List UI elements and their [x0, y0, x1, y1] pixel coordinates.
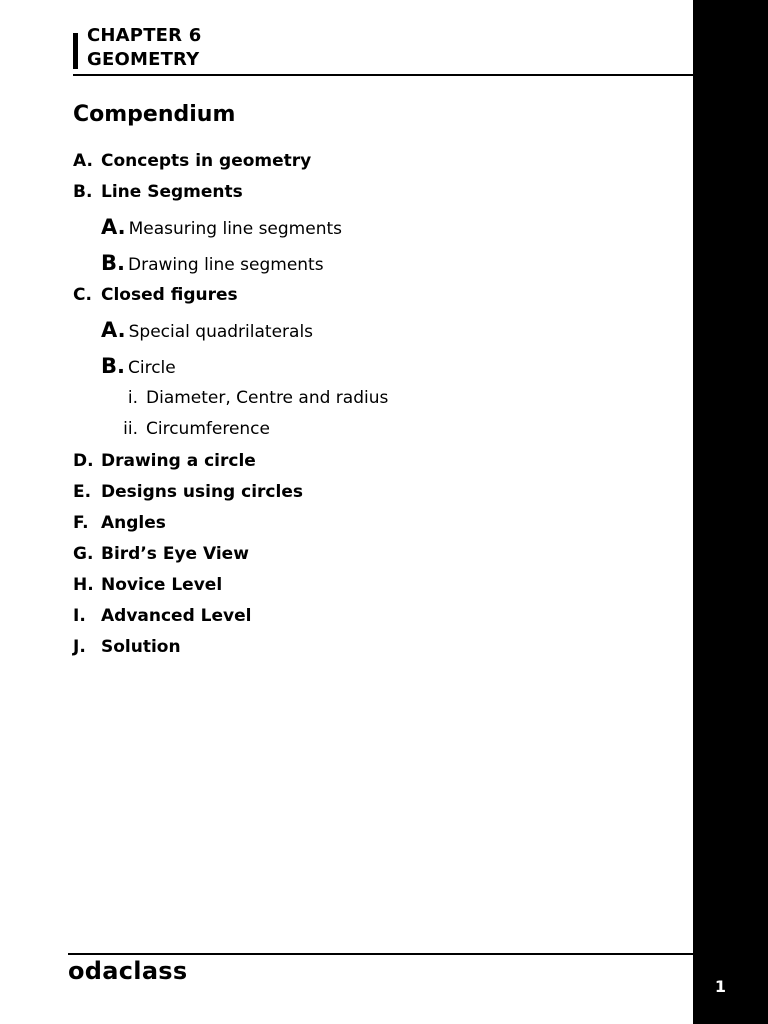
toc-item-label: Closed figures	[101, 285, 238, 305]
toc-item	[110, 387, 388, 409]
toc-item-marker: H.	[73, 575, 94, 595]
toc-item-label: Circle	[127, 358, 176, 378]
toc-item	[73, 481, 303, 503]
toc-item-marker: E.	[73, 482, 92, 502]
toc-item-label: Measuring line segments	[128, 219, 342, 239]
brand-logo: odaclass	[68, 957, 188, 985]
toc-item-marker: B.	[101, 354, 125, 378]
toc-item	[110, 418, 270, 440]
toc-item	[101, 215, 342, 241]
toc-item-label: Circumference	[146, 419, 270, 439]
chapter-label: CHAPTER 6	[87, 25, 202, 46]
toc-item	[73, 512, 166, 534]
toc-item	[101, 251, 324, 277]
toc-item-marker: A.	[101, 215, 126, 239]
toc-item-marker: D.	[73, 451, 94, 471]
toc-item-marker: B.	[73, 182, 93, 202]
toc-item-label: Drawing a circle	[101, 451, 256, 471]
toc-item-label: Concepts in geometry	[101, 151, 312, 171]
toc-item-label: Line Segments	[101, 182, 243, 202]
toc-item	[73, 150, 311, 172]
toc-item-label: Advanced Level	[101, 606, 252, 626]
toc-item	[73, 543, 249, 565]
toc-item-label: Bird’s Eye View	[101, 544, 249, 564]
toc-item-marker: G.	[73, 544, 94, 564]
toc-item-label: Diameter, Centre and radius	[146, 388, 389, 408]
toc-item-label: Angles	[101, 513, 166, 533]
toc-item-marker: J.	[73, 637, 86, 657]
page-number: 1	[714, 977, 727, 996]
toc-item-label: Drawing line segments	[127, 255, 324, 275]
toc-item-label: Solution	[101, 637, 181, 657]
toc-item	[101, 354, 176, 380]
toc-item	[73, 574, 222, 596]
toc-item-label: Novice Level	[101, 575, 223, 595]
side-band	[693, 0, 768, 1024]
toc-item-label: Designs using circles	[101, 482, 303, 502]
toc-item-marker: B.	[101, 251, 125, 275]
toc-item	[73, 181, 243, 203]
toc-item-marker: I.	[73, 606, 86, 626]
toc-item-marker: ii.	[123, 419, 138, 439]
toc-item	[73, 605, 251, 627]
toc-item	[101, 318, 313, 344]
toc-item-marker: C.	[73, 285, 92, 305]
toc-item-marker: A.	[73, 151, 93, 171]
toc-item-label: Special quadrilaterals	[128, 322, 314, 342]
toc-item-marker: i.	[127, 388, 138, 408]
toc-item	[73, 636, 181, 658]
page-title: Compendium	[73, 102, 236, 127]
toc-item-marker: A.	[101, 318, 126, 342]
toc-item	[73, 450, 256, 472]
toc-item-marker: F.	[73, 513, 89, 533]
toc-item	[73, 284, 238, 306]
chapter-subject: GEOMETRY	[87, 49, 200, 70]
